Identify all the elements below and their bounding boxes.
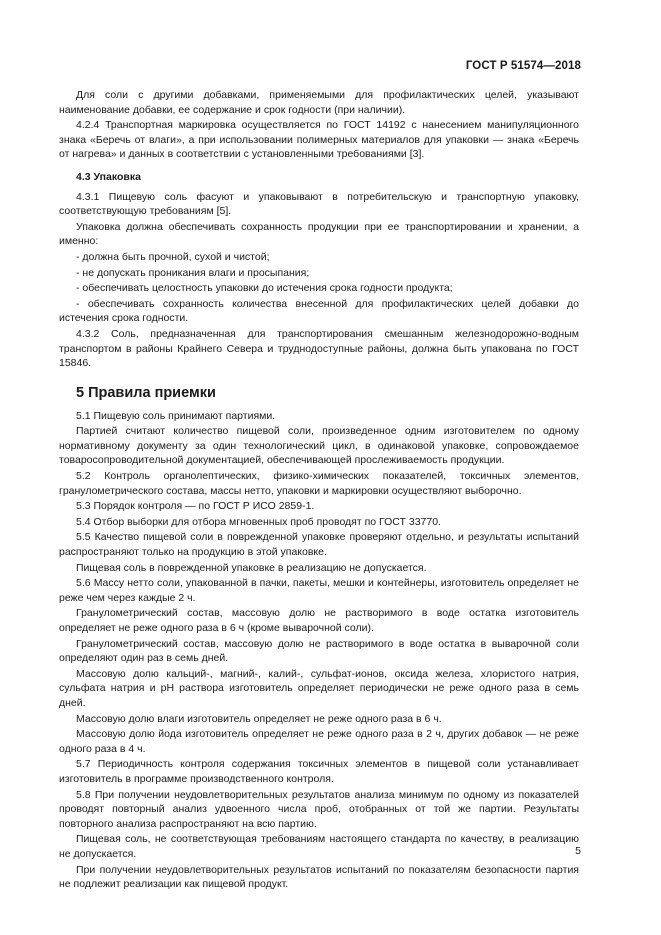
page-number: 5 xyxy=(575,845,581,857)
document-body xyxy=(59,88,579,892)
paragraph: 5.7 Периодичность контроля содержания токсичных элементов в пищевой соли устанавливает изготовитель в программе производственного контроля. xyxy=(59,758,579,785)
paragraph: Для соли с другими добавками, применяемыми для профилактических целей, указывают наименование добавки, ее содержание и срок годности (при наличии). xyxy=(59,89,579,116)
paragraph: Массовую долю йода изготовитель определяет не реже одного раза в 2 ч, других добавок — не реже одного раза в 4 ч. xyxy=(59,728,579,755)
paragraph: 5.5 Качество пищевой соли в поврежденной упаковке проверяют отдельно, и результаты испытаний распространяют только на продукцию в этой упаковке. xyxy=(59,531,579,559)
list-item: - обеспечивать целостность упаковки до истечения срока годности продукта; xyxy=(76,282,453,295)
paragraph: Гранулометрический состав, массовую долю не растворимого в воде остатка изготовитель определяет не реже одного раза в 6 ч (кроме выварочной соли). xyxy=(59,607,579,634)
paragraph: Пищевая соль, не соответствующая требованиям настоящего стандарта по качеству, в реализацию не допускается. xyxy=(59,833,579,860)
paragraph: 4.2.4 Транспортная маркировка осуществляется по ГОСТ 14192 с нанесением манипуляционного знака «Беречь от влаги», а при использовании полимерных материалов для упаковки — знака «Беречь от нагрева» и данных в соответствии с установленными требованиями [3]. xyxy=(59,119,579,161)
paragraph: Партией считают количество пищевой соли, произведенное одним изготовителем по одному нормативному документу за один технологический цикл, в одинаковой упаковке, сопровождаемое товаросопроводительной документацией, обеспечивающей прослеживаемость продукции. xyxy=(59,425,579,467)
paragraph: 5.4 Отбор выборки для отбора мгновенных проб проводят по ГОСТ 33770. xyxy=(76,515,441,528)
paragraph: 5.8 При получении неудовлетворительных результатов анализа минимум по одному из показателей проводят повторный анализ удвоенного числа проб, отобранных от той же партии. Результаты повторного анализа распространяют на всю партию. xyxy=(59,788,579,830)
paragraph: 5.1 Пищевую соль принимают партиями. xyxy=(76,409,276,422)
paragraph: Упаковка должна обеспечивать сохранность продукции при ее транспортировании и хранении, а именно: xyxy=(59,220,579,248)
paragraph: Массовую долю влаги изготовитель определяет не реже одного раза в 6 ч. xyxy=(76,712,442,725)
standard-number: ГОСТ Р 51574—2018 xyxy=(465,60,581,72)
paragraph: 4.3.2 Соль, предназначенная для транспортирования смешанным железнодорожно-водным транспортом в районы Крайнего Севера и труднодоступные районы, должна быть упакована по ГОСТ 15846. xyxy=(59,327,579,370)
paragraph: 5.3 Порядок контроля — по ГОСТ Р ИСО 2859-1. xyxy=(76,500,315,513)
paragraph: 5.2 Контроль органолептических, физико-химических показателей, токсичных элементов, гранулометрического состава, массы нетто, упаковки и маркировки осуществляют выборочно. xyxy=(59,470,579,497)
paragraph: Массовую долю кальций-, магний-, калий-, сульфат-ионов, оксида железа, хлористого натрия, сульфата натрия и pH раствора изготовитель определяет периодически не реже одного раза в семь дней. xyxy=(59,667,579,709)
section-heading-5: 5 Правила приемки xyxy=(76,384,216,401)
paragraph: Гранулометрический состав, массовую долю не растворимого в воде остатка в выварочной соли определяют один раз в семь дней. xyxy=(59,637,579,665)
section-heading-4-3: 4.3 Упаковка xyxy=(76,170,141,183)
paragraph: 5.6 Массу нетто соли, упакованной в пачки, пакеты, мешки и контейнеры, изготовитель определяет не реже чем через каждые 2 ч. xyxy=(59,577,579,604)
paragraph: 4.3.1 Пищевую соль фасуют и упаковывают в потребительскую и транспортную упаковку, соответствующую требованиям [5]. xyxy=(59,190,579,218)
paragraph: При получении неудовлетворительных результатов испытаний по показателям безопасности партия не подлежит реализации как пищевой продукт. xyxy=(59,863,579,891)
paragraph: Пищевая соль в поврежденной упаковке в реализацию не допускается. xyxy=(76,561,427,574)
list-item: - не допускать проникания влаги и просыпания; xyxy=(76,266,310,279)
list-item: - обеспечивать сохранность количества внесенной для профилактических целей добавки до истечения срока годности. xyxy=(59,297,579,325)
list-item: - должна быть прочной, сухой и чистой; xyxy=(76,250,270,263)
